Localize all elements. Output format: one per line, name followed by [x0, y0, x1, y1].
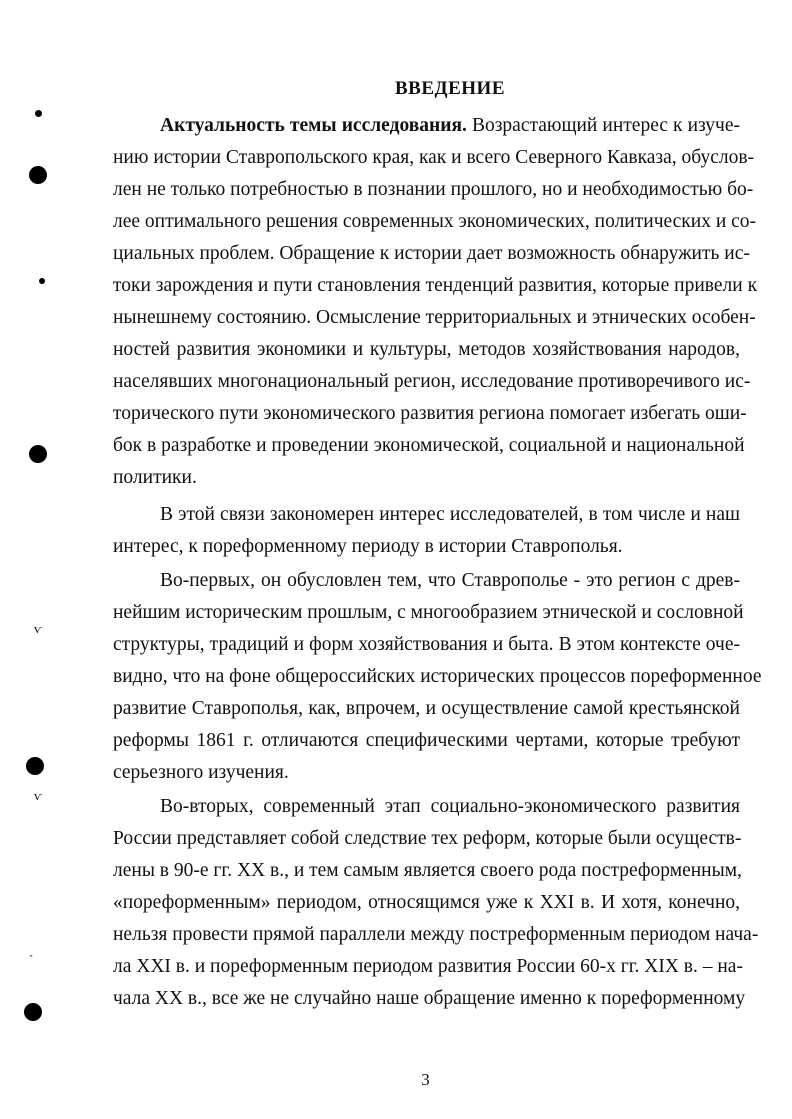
- text-line: нию истории Ставропольского края, как и всего Северного Кавказа, обуслов-: [113, 147, 755, 168]
- text-line: России представляет собой следствие тех реформ, которые были осуществ-: [113, 828, 742, 849]
- text-line: лены в 90-е гг. XX в., и тем самым является своего рода постреформенным,: [113, 860, 742, 881]
- text-line: циальных проблем. Обращение к истории дает возможность обнаружить ис-: [113, 243, 750, 264]
- text-line: токи зарождения и пути становления тенденций развития, которые привели к: [113, 275, 758, 296]
- text-line: Во-первых, он обусловлен тем, что Ставрополье - это регион с древ-: [160, 570, 740, 591]
- binding-hole: [29, 445, 47, 463]
- text-line: структуры, традиций и форм хозяйствования и быта. В этом контексте оче-: [113, 634, 740, 655]
- text-line: видно, что на фоне общероссийских исторических процессов пореформенное: [113, 666, 762, 687]
- text-line: населявших многонациональный регион, исследование противоречивого ис-: [113, 371, 751, 392]
- binding-dot: [35, 110, 42, 117]
- text-line: развитие Ставрополья, как, впрочем, и осуществление самой крестьянской: [113, 698, 740, 719]
- text-line: интерес, к пореформенному периоду в истории Ставрополья.: [113, 536, 623, 557]
- text-line: реформы 1861 г. отличаются специфическими чертами, которые требуют: [113, 730, 740, 751]
- text-line-tail: Возрастающий интерес к изуче-: [471, 115, 741, 136]
- lead-bold-phrase: Актуальность темы исследования.: [160, 115, 467, 136]
- binding-hole: [24, 1003, 42, 1021]
- text-line: нейшим историческим прошлым, с многообразием этнической и сословной: [113, 602, 744, 623]
- binding-tick: ˋ: [29, 952, 34, 967]
- text-line: чала XX в., все же не случайно наше обращение именно к пореформенному: [113, 988, 746, 1009]
- text-line: Во-вторых, современный этап социально-экономического развития: [160, 796, 740, 817]
- page-number: 3: [421, 1070, 430, 1089]
- text-line: торического пути экономического развития региона помогает избегать оши-: [113, 403, 747, 424]
- text-line: [160, 114, 740, 138]
- text-line: политики.: [113, 467, 197, 488]
- text-line: ла XXI в. и пореформенным периодом развития России 60-х гг. XIX в. – на-: [113, 956, 743, 977]
- text-line: бок в разработке и проведении экономической, социальной и национальной: [113, 435, 745, 456]
- text-line: лее оптимального решения современных экономических, политических и со-: [113, 211, 757, 232]
- binding-dot: [39, 278, 45, 284]
- text-line: ностей развития экономики и культуры, методов хозяйствования народов,: [113, 339, 740, 360]
- binding-tick: ⱱ: [34, 621, 42, 636]
- binding-tick: ⱱ: [34, 788, 42, 803]
- binding-hole: [26, 757, 44, 775]
- text-line: нынешнему состоянию. Осмысление территориальных и этнических особен-: [113, 307, 756, 328]
- text-line: «пореформенным» периодом, относящимся уже к XXI в. И хотя, конечно,: [113, 892, 740, 913]
- text-line: В этой связи закономерен интерес исследователей, в том числе и наш: [160, 504, 740, 525]
- binding-hole: [29, 166, 47, 184]
- text-line: лен не только потребностью в познании прошлого, но и необходимостью бо-: [113, 179, 754, 200]
- text-line: серьезного изучения.: [113, 762, 289, 783]
- text-line: нельзя провести прямой параллели между постреформенным периодом нача-: [113, 924, 759, 945]
- section-heading: ВВЕДЕНИЕ: [395, 78, 505, 99]
